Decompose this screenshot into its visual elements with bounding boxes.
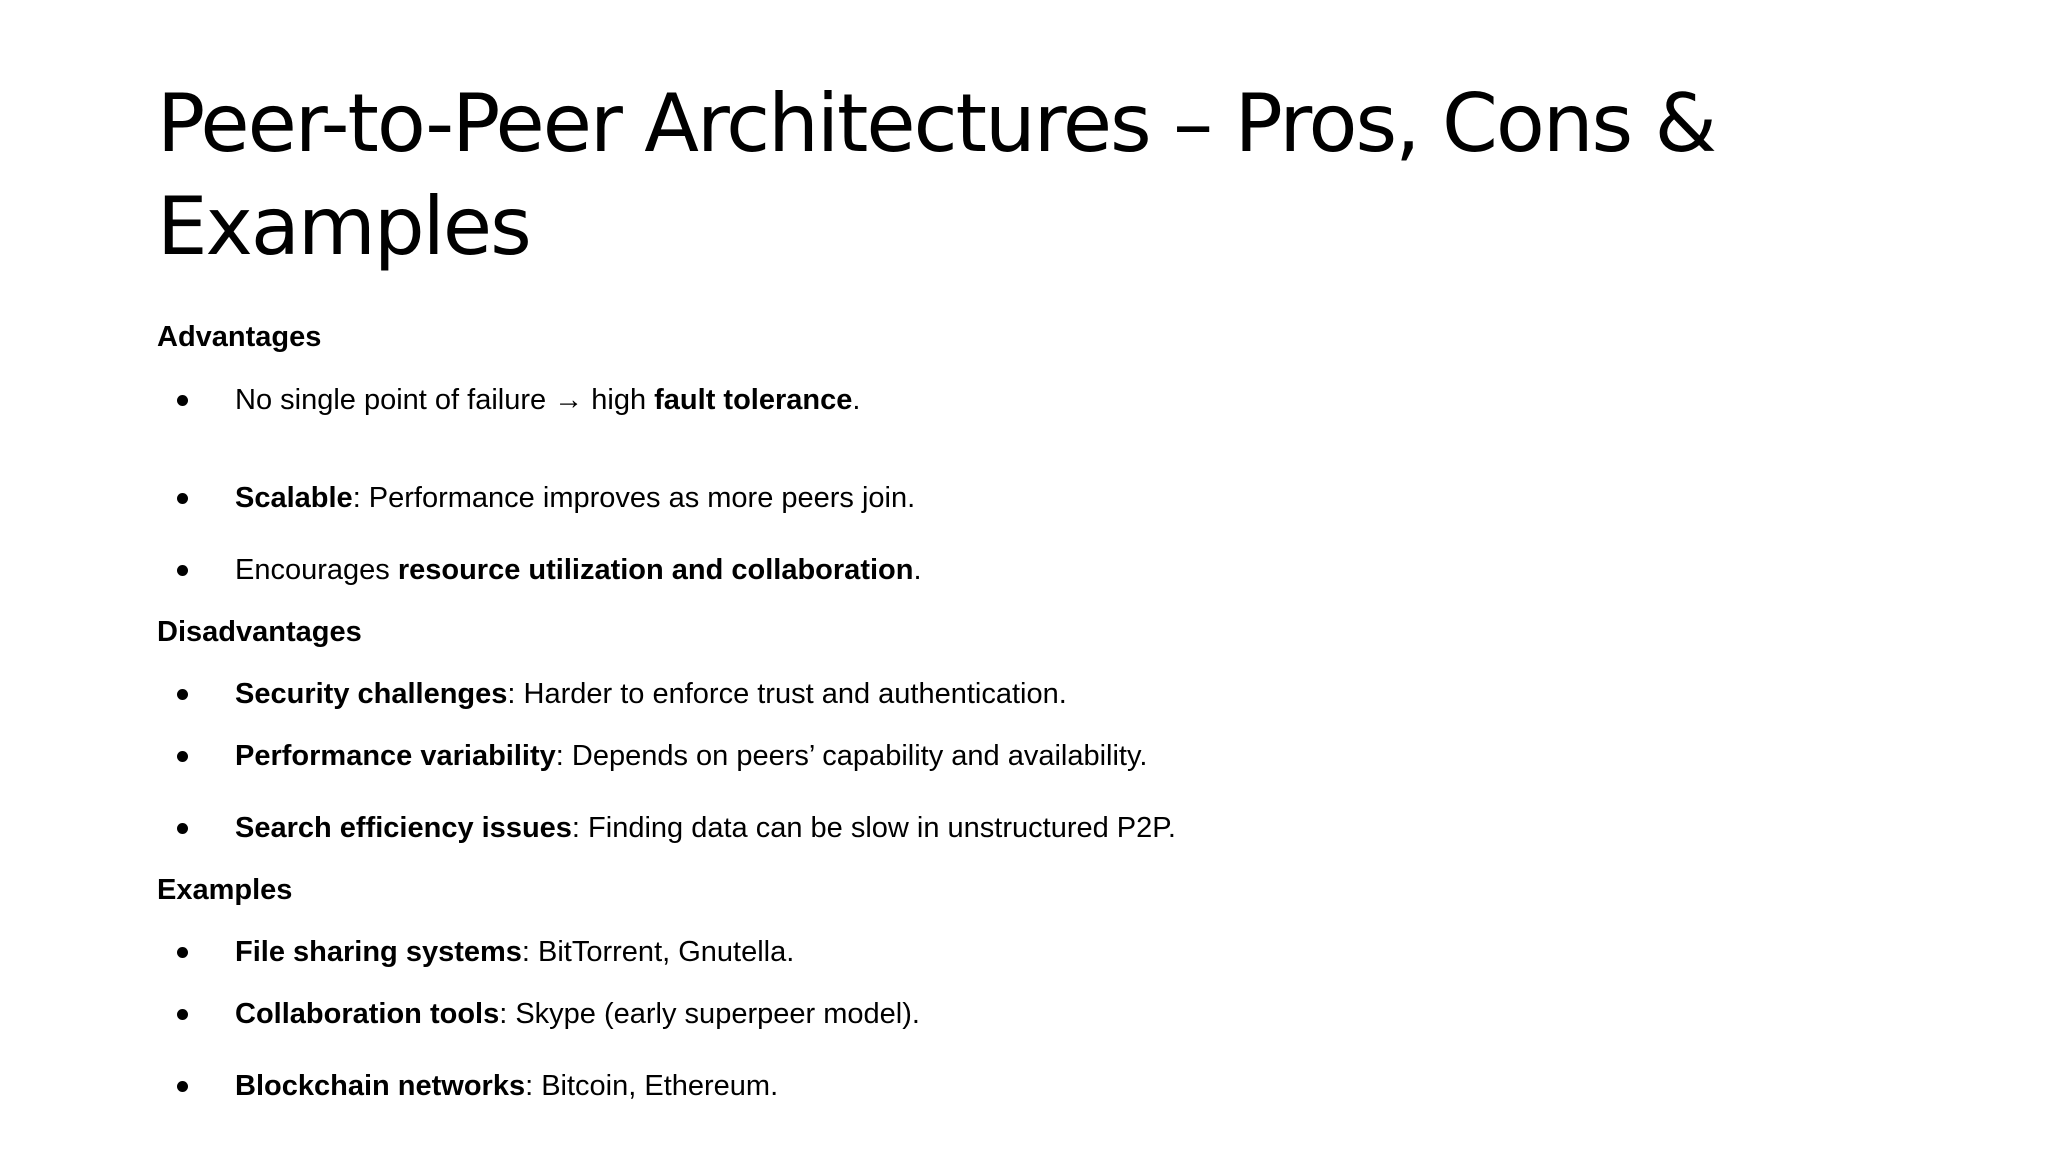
bullet-icon xyxy=(177,947,188,958)
bullet-icon xyxy=(177,565,188,576)
bullet-icon xyxy=(177,1081,188,1092)
bullet-icon xyxy=(177,1009,188,1020)
list-item-text: Performance variability: Depends on peers’ capability and availability. xyxy=(235,740,1148,772)
list-item-text: Collaboration tools: Skype (early superpeer model). xyxy=(235,998,920,1030)
list-item-text: Scalable: Performance improves as more peers join. xyxy=(235,482,916,514)
bullet-icon xyxy=(177,493,188,504)
list-item-text: Blockchain networks: Bitcoin, Ethereum. xyxy=(235,1070,779,1102)
list-item-text: No single point of failure → high fault tolerance. xyxy=(235,384,861,416)
list-item-text: Search efficiency issues: Finding data can be slow in unstructured P2P. xyxy=(235,812,1176,844)
slide-title: Peer-to-Peer Architectures – Pros, Cons & Examples xyxy=(157,77,1716,273)
list-item-text: Security challenges: Harder to enforce trust and authentication. xyxy=(235,678,1067,710)
bullet-icon xyxy=(177,751,188,762)
bullet-icon xyxy=(177,823,188,834)
list-item-text: Encourages resource utilization and collaboration. xyxy=(235,554,922,586)
section-heading-examples: Examples xyxy=(157,874,293,906)
list-item-text: File sharing systems: BitTorrent, Gnutella. xyxy=(235,936,795,968)
section-heading-advantages: Advantages xyxy=(157,321,322,353)
section-heading-disadvantages: Disadvantages xyxy=(157,616,362,648)
bullet-icon xyxy=(177,689,188,700)
bullet-icon xyxy=(177,395,188,406)
